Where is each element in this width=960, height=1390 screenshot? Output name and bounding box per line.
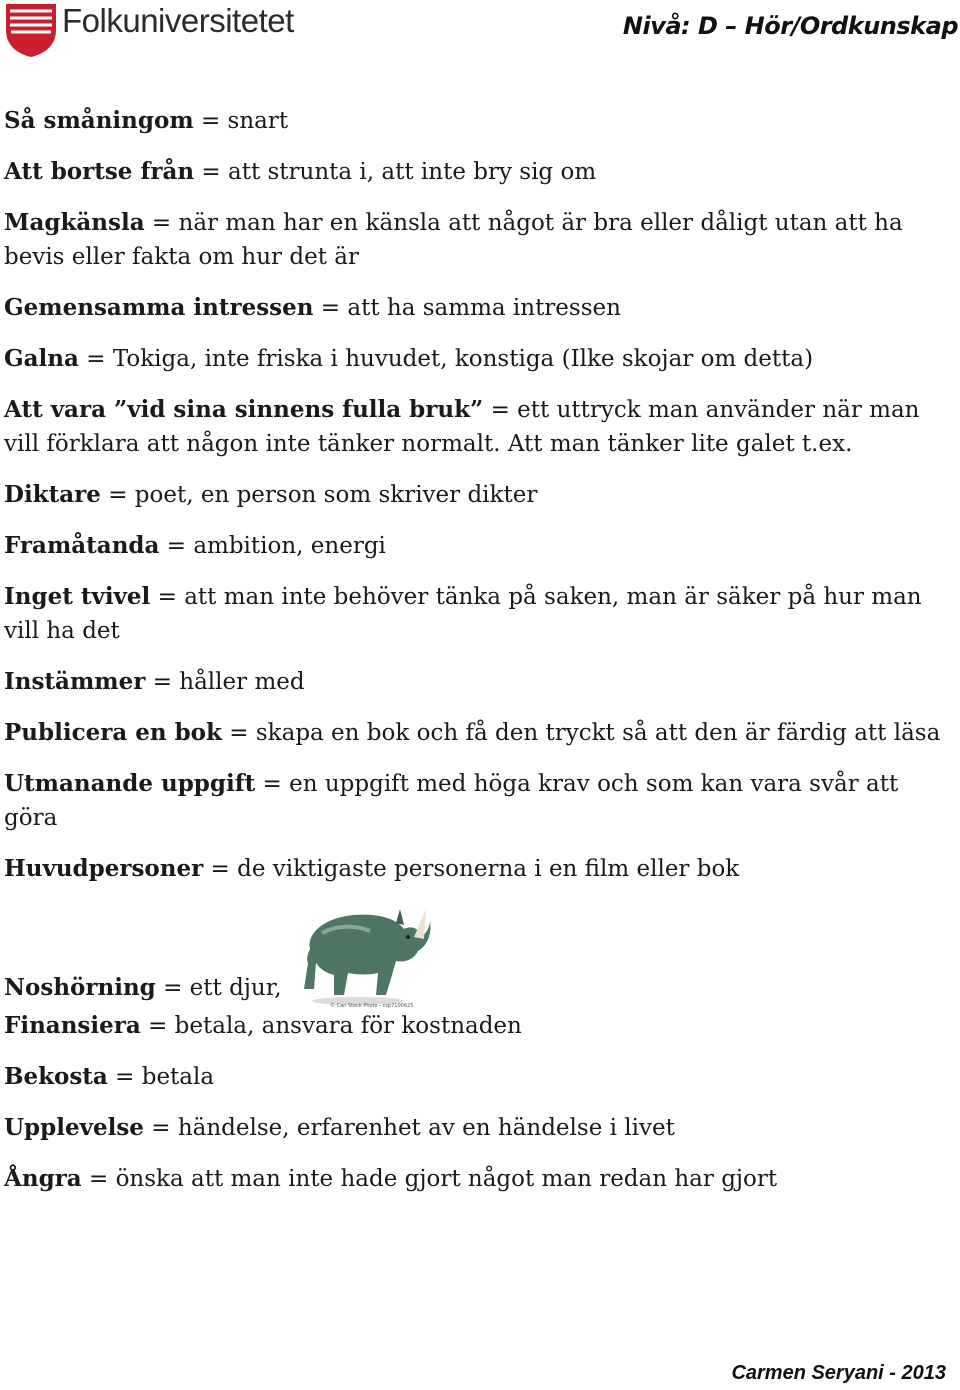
definition: = händelse, erfarenhet av en händelse i livet — [143, 1115, 675, 1141]
definition: = ett djur, — [155, 975, 282, 1001]
glossary-entry — [4, 767, 944, 835]
brand-name: Folkuniversitetet — [62, 2, 294, 39]
definition: = poet, en person som skriver dikter — [100, 482, 538, 508]
term: Instämmer — [4, 668, 146, 695]
glossary-entry — [4, 1009, 944, 1043]
rhino-illustration-icon — [296, 903, 432, 1009]
level-title: Nivå: D – Hör/Ordkunskap — [622, 12, 958, 40]
definition: = att strunta i, att inte bry sig om — [194, 159, 597, 185]
term: Utmanande uppgift — [4, 770, 256, 797]
glossary-entry — [4, 342, 944, 376]
definition: = ett uttryck man använder när man vill förklara att någon inte tänker normalt. Att man tänker lite galet t.ex. — [4, 397, 920, 457]
rhino-caption: © Can Stock Photo - csp7100625 — [330, 1003, 414, 1009]
glossary-entry — [4, 1162, 944, 1196]
folkuniversitetet-logo-icon — [4, 2, 58, 58]
definition: = Tokiga, inte friska i huvudet, konstiga (Ilke skojar om detta) — [78, 346, 814, 372]
term: Magkänsla — [4, 209, 145, 236]
glossary-entry — [4, 155, 944, 189]
definition: = håller med — [145, 669, 305, 695]
term: Att vara ”vid sina sinnens fulla bruk” — [4, 396, 484, 423]
glossary-entry — [4, 529, 944, 563]
term: Finansiera — [4, 1012, 141, 1039]
term: Galna — [4, 345, 79, 372]
definition: = att man inte behöver tänka på saken, man är säker på hur man vill ha det — [4, 584, 922, 644]
glossary-list — [4, 104, 944, 1213]
term: Bekosta — [4, 1063, 108, 1090]
term: Diktare — [4, 481, 101, 508]
glossary-entry — [4, 206, 944, 274]
definition: = en uppgift med höga krav och som kan vara svår att göra — [4, 771, 899, 831]
term: Så småningom — [4, 107, 194, 134]
term: Ångra — [4, 1165, 82, 1192]
glossary-entry — [4, 971, 282, 1005]
glossary-entry — [4, 852, 944, 886]
term: Noshörning — [4, 974, 156, 1001]
term: Upplevelse — [4, 1114, 144, 1141]
definition: = de viktigaste personerna i en film eller bok — [203, 856, 740, 882]
glossary-entry — [4, 1111, 944, 1145]
glossary-entry — [4, 580, 944, 648]
author-footer: Carmen Seryani - 2013 — [731, 1362, 946, 1384]
glossary-entry — [4, 104, 944, 138]
glossary-entry — [4, 716, 944, 750]
term: Att bortse från — [4, 158, 195, 185]
term: Gemensamma intressen — [4, 294, 314, 321]
glossary-entry — [4, 1060, 944, 1094]
term: Framåtanda — [4, 532, 160, 559]
definition: = att ha samma intressen — [313, 295, 621, 321]
definition: = när man har en känsla att något är bra eller dåligt utan att ha bevis eller fakta om hur det är — [4, 210, 903, 270]
glossary-entry — [4, 393, 944, 461]
definition: = skapa en bok och få den tryckt så att den är färdig att läsa — [221, 720, 941, 746]
definition: = snart — [193, 108, 289, 134]
term: Publicera en bok — [4, 719, 222, 746]
rhino-row — [4, 903, 944, 1007]
term: Huvudpersoner — [4, 855, 204, 882]
definition: = ambition, energi — [159, 533, 386, 559]
glossary-entry — [4, 291, 944, 325]
definition: = betala — [107, 1064, 215, 1090]
glossary-entry — [4, 478, 944, 512]
definition: = önska att man inte hade gjort något man redan har gjort — [81, 1166, 778, 1192]
definition: = betala, ansvara för kostnaden — [140, 1013, 522, 1039]
term: Inget tvivel — [4, 583, 151, 610]
glossary-entry — [4, 665, 944, 699]
page-header — [0, 0, 960, 62]
